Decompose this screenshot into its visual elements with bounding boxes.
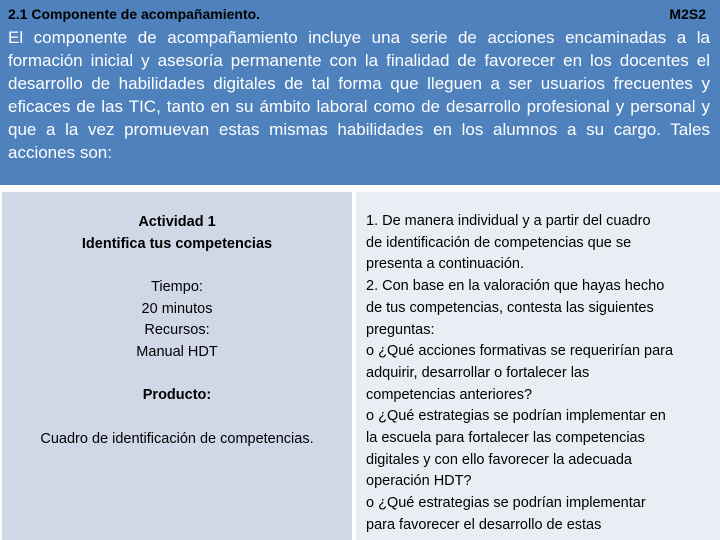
instructions-text <box>366 211 716 537</box>
instruction-line: 2. Con base en la valoración que hayas hecho <box>366 278 665 295</box>
instruction-line: digitales y con ello favorecer la adecuada <box>366 451 632 468</box>
instruction-line: preguntas: <box>366 321 435 338</box>
tiempo-label: Tiempo: <box>151 279 203 295</box>
producto-value: Cuadro de identificación de competencias. <box>40 431 314 447</box>
intro-paragraph: El componente de acompañamiento incluye una serie de acciones encaminadas a la formación inicial y asesoría permanente con la finalidad de favorecer en los docentes el desarrollo de habilidades digitales de tal forma que lleguen a ser usuarios frecuentes y eficaces de las TIC, tanto en su ámbito laboral como de desarrollo profesional y personal y que a la vez promuevan estas mismas habilidades en los alumnos a su cargo. Tales acciones son: <box>8 28 710 162</box>
instruction-line: adquirir, desarrollar o fortalecer las <box>366 364 590 381</box>
recursos-label: Recursos: <box>144 322 210 339</box>
header-panel <box>0 0 720 185</box>
instruction-line: operación HDT? <box>366 473 472 490</box>
instruction-line: o ¿Qué estrategias se podrían implementar <box>366 495 646 512</box>
instruction-line: 1. De manera individual y a partir del cuadro <box>366 213 651 229</box>
instruction-line: o ¿Qué estrategias se podrían implementar en <box>366 408 666 425</box>
activity-title: Actividad 1 <box>138 214 216 230</box>
instruction-line: presenta a continuación. <box>366 256 524 273</box>
instruction-line: de tus competencias, contesta las siguientes <box>366 299 654 316</box>
recursos-value: Manual HDT <box>136 344 218 361</box>
instruction-line: competencias anteriores? <box>366 386 533 403</box>
module-code: M2S2 <box>669 6 706 22</box>
tiempo-value: 20 minutos <box>141 300 213 317</box>
section-title: 2.1 Componente de acompañamiento. <box>8 6 261 22</box>
instruction-line: para favorecer el desarrollo de estas <box>366 516 602 533</box>
instructions-cell <box>356 192 720 540</box>
instruction-line: la escuela para fortalecer las competencias <box>366 430 645 447</box>
activity-subtitle: Identifica tus competencias <box>81 235 273 252</box>
instruction-line: o ¿Qué acciones formativas se requerirían para <box>366 343 674 360</box>
activity-cell <box>2 192 352 540</box>
producto-label: Producto: <box>142 387 212 403</box>
activity-table <box>0 190 720 540</box>
instruction-line: de identificación de competencias que se <box>366 234 632 251</box>
